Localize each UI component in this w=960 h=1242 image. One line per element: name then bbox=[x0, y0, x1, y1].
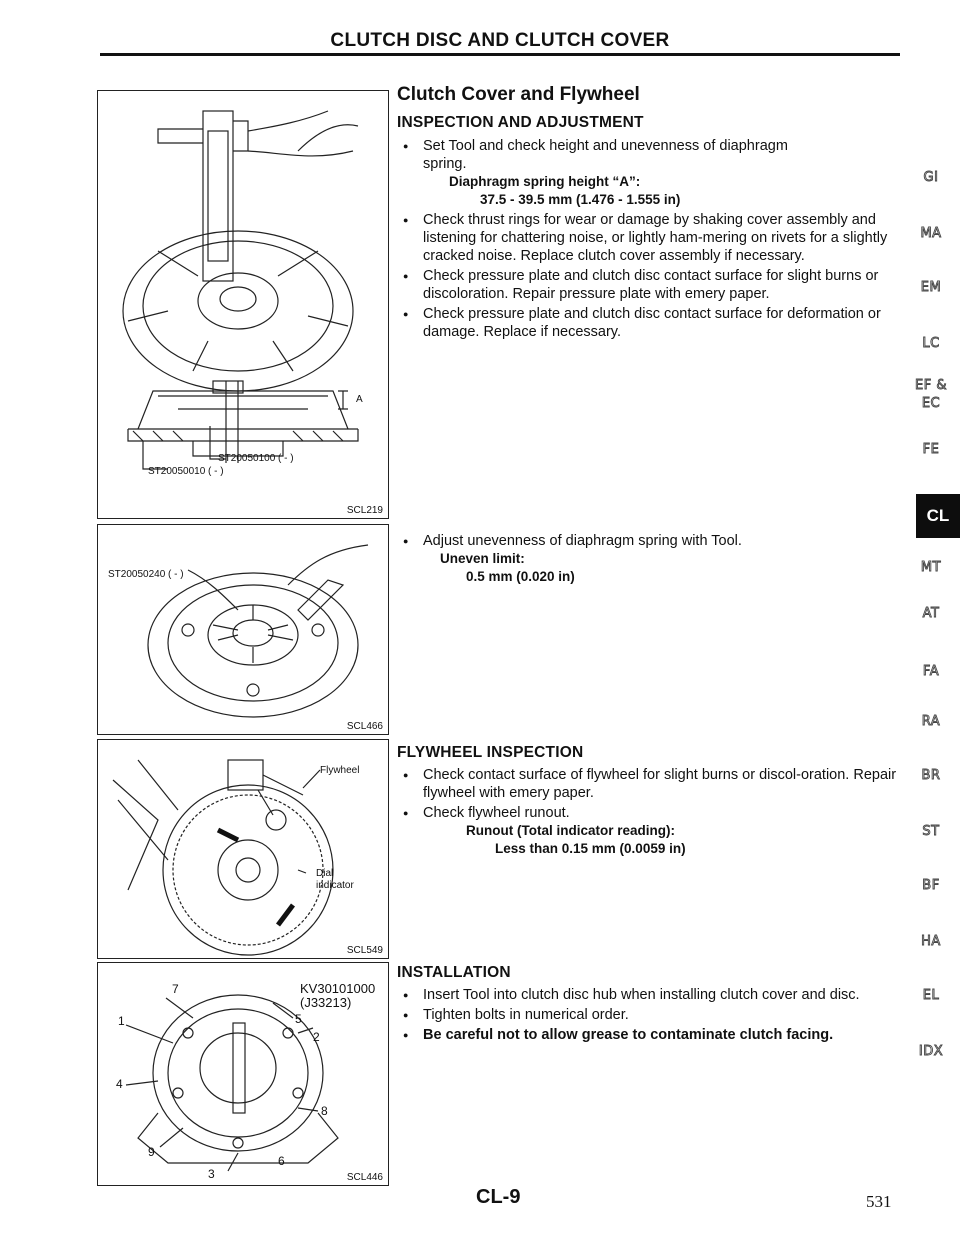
side-index-bf[interactable]: BF bbox=[922, 878, 940, 893]
spec-label: Runout (Total indicator reading): bbox=[466, 823, 675, 838]
bullet-item bbox=[397, 804, 907, 822]
bolt-number: 1 bbox=[118, 1014, 125, 1028]
side-index-em[interactable]: EM bbox=[920, 280, 942, 295]
bullet-text: Check pressure plate and clutch disc contact surface for deformation or damage. Replace if necessary. bbox=[423, 306, 881, 340]
bullet-text: Check contact surface of flywheel for slight burns or discol-oration. Repair flywheel with emery paper. bbox=[423, 767, 897, 801]
label-tool-1: KV30101000 bbox=[300, 981, 376, 996]
section-inspection-adjustment bbox=[397, 86, 907, 341]
figure-code: SCL549 bbox=[346, 945, 383, 956]
side-index-br[interactable]: BR bbox=[921, 768, 941, 783]
side-index-ec[interactable]: EC bbox=[921, 396, 941, 411]
bullet-text: spring. bbox=[423, 156, 467, 172]
section-installation bbox=[397, 964, 907, 1044]
figure-flywheel-runout bbox=[97, 739, 389, 959]
bullet-item bbox=[397, 267, 907, 303]
label-tool: ST20050240 ( - ) bbox=[108, 569, 184, 580]
bullet-text: Check thrust rings for wear or damage by shaking cover assembly and listening for chattering noise, or lightly ham-mering on rivets for a slightly cracked noise. Replace clutch cover assembly if necessary. bbox=[423, 212, 888, 264]
side-index-fa[interactable]: FA bbox=[922, 664, 940, 679]
spec-value: 37.5 - 39.5 mm (1.476 - 1.555 in) bbox=[480, 192, 681, 207]
figure-code: SCL219 bbox=[346, 505, 383, 516]
figure-diaphragm-adjust bbox=[97, 524, 389, 735]
page-number: 531 bbox=[866, 1192, 892, 1211]
bullet-item bbox=[397, 1026, 907, 1044]
side-index-gi[interactable]: GI bbox=[923, 170, 939, 185]
bullet-text: Insert Tool into clutch disc hub when installing clutch cover and disc. bbox=[423, 987, 860, 1003]
section-subtitle: INSPECTION AND ADJUSTMENT bbox=[397, 114, 644, 131]
figure-code: SCL466 bbox=[346, 721, 383, 732]
spec-value: 0.5 mm (0.020 in) bbox=[466, 569, 575, 584]
section-title: Clutch Cover and Flywheel bbox=[397, 84, 640, 105]
side-index-st[interactable]: ST bbox=[922, 824, 940, 839]
bolt-number: 4 bbox=[116, 1077, 123, 1091]
spec-label: Uneven limit: bbox=[440, 551, 525, 566]
bullet-item bbox=[397, 766, 907, 802]
diaphragm-adjust-illustration bbox=[98, 525, 388, 734]
side-index-ef[interactable]: EF & bbox=[915, 378, 947, 393]
section-flywheel-inspection bbox=[397, 744, 907, 858]
section-title: FLYWHEEL INSPECTION bbox=[397, 744, 584, 761]
side-index-lc[interactable]: LC bbox=[922, 336, 940, 351]
bullet-text: ● Set Tool and check height and unevenness of diaphragm bbox=[423, 138, 788, 154]
side-index-at[interactable]: AT bbox=[922, 606, 940, 621]
bullet-item bbox=[397, 1006, 907, 1024]
side-index-mt[interactable]: MT bbox=[920, 560, 942, 575]
side-index-el[interactable]: EL bbox=[922, 988, 940, 1003]
label-indicator: indicator bbox=[316, 880, 354, 891]
bullet-item bbox=[397, 137, 907, 209]
bolt-number: 2 bbox=[313, 1030, 320, 1044]
bullet-text: Adjust unevenness of diaphragm spring with Tool. bbox=[423, 533, 742, 549]
label-tool-2: ST20050010 ( - ) bbox=[148, 466, 224, 477]
side-index-ha[interactable]: HA bbox=[921, 934, 941, 949]
header-rule bbox=[100, 53, 900, 56]
label-tool-2: (J33213) bbox=[300, 995, 352, 1010]
side-index-fe[interactable]: FE bbox=[922, 442, 940, 457]
side-index-cl-active[interactable]: CL bbox=[916, 494, 960, 538]
section-title: INSTALLATION bbox=[397, 964, 511, 981]
bullet-item bbox=[397, 305, 907, 341]
bolt-number: 9 bbox=[148, 1145, 155, 1159]
bullet-text: Be careful not to allow grease to contaminate clutch facing. bbox=[423, 1027, 834, 1043]
label-flywheel: Flywheel bbox=[320, 765, 360, 776]
side-index-ma[interactable]: MA bbox=[920, 226, 942, 241]
bolt-number: 5 bbox=[295, 1012, 302, 1026]
label-dimension-a: A bbox=[356, 394, 363, 405]
spec-value: Less than 0.15 mm (0.0059 in) bbox=[495, 841, 686, 856]
section-page-code: CL-9 bbox=[476, 1186, 521, 1208]
bolt-number: 3 bbox=[208, 1167, 215, 1181]
figure-caliper-height-check bbox=[97, 90, 389, 519]
bullet-text: Tighten bolts in numerical order. bbox=[423, 1007, 629, 1023]
bolt-number: 6 bbox=[278, 1154, 285, 1168]
label-dial: Dial bbox=[316, 868, 334, 879]
side-index-idx[interactable]: IDX bbox=[918, 1044, 944, 1059]
page-header-title: CLUTCH DISC AND CLUTCH COVER bbox=[330, 30, 670, 51]
bolt-number: 8 bbox=[321, 1104, 328, 1118]
bolt-number: 7 bbox=[172, 982, 179, 996]
bullet-item bbox=[397, 532, 907, 550]
bullet-item bbox=[397, 211, 907, 265]
figure-code: SCL446 bbox=[346, 1172, 383, 1183]
figure-installation-order bbox=[97, 962, 389, 1186]
spec-label: Diaphragm spring height “A”: bbox=[449, 174, 641, 189]
section-uneven-adjust bbox=[397, 530, 907, 586]
bullet-text: Check pressure plate and clutch disc contact surface for slight burns or discoloration. Repair pressure plate with emery paper. bbox=[423, 268, 879, 302]
bullet-item bbox=[397, 986, 907, 1004]
bullet-text: Check flywheel runout. bbox=[423, 805, 570, 821]
label-tool-1: ST20050100 ( - ) bbox=[218, 453, 294, 464]
side-index-ra[interactable]: RA bbox=[921, 714, 941, 729]
